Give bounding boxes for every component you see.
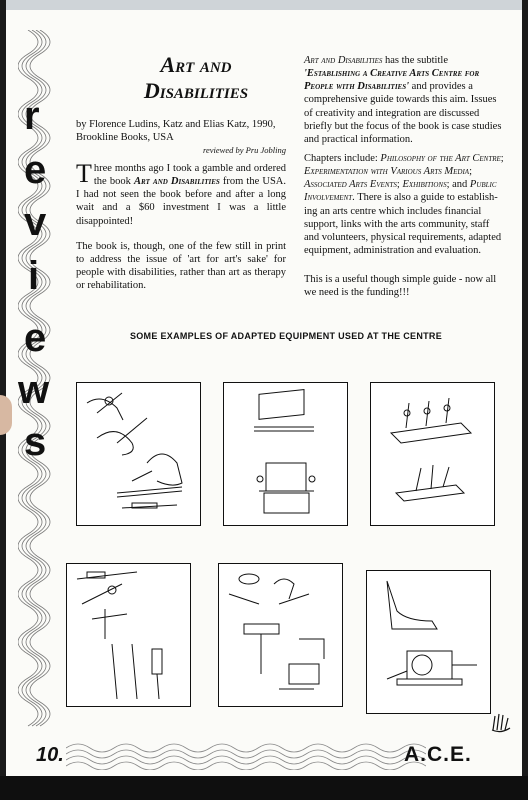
right-p1-text-a: has the subtitle bbox=[382, 55, 448, 66]
illustration-foot-and-press bbox=[366, 570, 491, 714]
foot-press-drawing bbox=[367, 571, 490, 713]
thumb-holding-page bbox=[0, 395, 12, 435]
paragraph-2: The book is, though, one of the few still in print to address the issue of 'art for art's sake' for people with disabilities, rather than art as therapy or rehabilitation. bbox=[76, 241, 286, 292]
para1-book-title: Art and Disabilities bbox=[133, 176, 220, 188]
grips-clamps-drawing bbox=[219, 564, 342, 706]
title-line-2: Disabilities bbox=[143, 78, 249, 104]
sidebar-letter-e2: e bbox=[24, 316, 47, 360]
right-book-title: Art and Disabilities bbox=[304, 55, 383, 66]
illustration-brush-holders bbox=[370, 382, 495, 526]
right-p2-text-b: . There is also a guide to establish-ing an arts centre which includes financial support, links with the arts community, staff and volunteers, physical requirements, adapted equipment, administration and evaluation. bbox=[304, 192, 502, 256]
chapter-5: Public Involvement bbox=[304, 179, 497, 204]
right-p1-text-b: and provides a comprehensive guide towards this aim. Issues of creativity and integration are discussed briefly but the focus of the book is case studies and practical information. bbox=[304, 81, 502, 145]
sidebar-letter-r: r bbox=[24, 94, 40, 138]
figure-caption: SOME EXAMPLES OF ADAPTED EQUIPMENT USED AT THE CENTRE bbox=[129, 331, 443, 341]
chapters-intro: Chapters include: bbox=[304, 153, 381, 164]
hands-logo-icon bbox=[489, 708, 513, 734]
drop-cap: T bbox=[76, 159, 92, 188]
right-paragraph-2: Chapters include: Philosophy of the Art Centre; Experimentation with Various Arts Media; Associated Arts Events; Exhibitions; and Public Involvement. There is also a guide to establish-ing an arts centre which includes financial support, links with the arts community, staff and volunteers, physical requirements, adapted equipment, administration and evaluation. bbox=[304, 153, 504, 256]
chapter-2: Experimentation with Various Arts Media bbox=[304, 166, 470, 178]
book-subtitle: 'Establishing a Creative Arts Centre for People with Disabilities' bbox=[304, 68, 480, 93]
magazine-page bbox=[6, 0, 522, 776]
illustration-easels bbox=[223, 382, 348, 526]
sidebar-letter-v: v bbox=[24, 200, 47, 244]
sidebar-letter-w: w bbox=[18, 368, 50, 412]
chapter-3: Associated Arts Events bbox=[304, 179, 397, 191]
magazine-brand: A.C.E. bbox=[404, 743, 472, 766]
para1-text: hree months ago I took a gamble and ordered the book bbox=[93, 163, 286, 188]
article-title bbox=[102, 52, 290, 105]
para1-end: from the USA. I had not seen the book before and after a long wait and a $60 investment I was a little disappointed! bbox=[76, 176, 286, 227]
illustration-hands-and-tools bbox=[76, 382, 201, 526]
binder-edge bbox=[6, 0, 522, 10]
adapted-pens-drawing bbox=[67, 564, 190, 706]
sidebar-letter-e: e bbox=[24, 148, 47, 192]
illustration-grips-and-clamps bbox=[218, 563, 343, 707]
hands-tools-drawing bbox=[77, 383, 200, 525]
illustration-adapted-pens bbox=[66, 563, 191, 707]
right-paragraph-1 bbox=[304, 54, 506, 146]
title-line-1: Art and bbox=[160, 52, 232, 77]
chapter-4: Exhibitions bbox=[402, 179, 447, 191]
paragraph-1 bbox=[76, 159, 286, 228]
byline: by Florence Ludins, Katz and Elias Katz, 1990, Brookline Books, USA bbox=[76, 119, 276, 144]
sidebar-letter-i: i bbox=[28, 254, 40, 298]
right-paragraph-3: This is a useful though simple guide - now all we need is the funding!!! bbox=[304, 274, 497, 299]
brush-holder-drawing bbox=[371, 383, 494, 525]
footer-wave-decoration bbox=[66, 740, 426, 770]
reviewer-credit: reviewed by Pru Jobling bbox=[202, 145, 286, 155]
easel-drawing bbox=[224, 383, 347, 525]
page-number: 10. bbox=[36, 744, 64, 766]
scan-bottom-edge bbox=[0, 776, 528, 800]
sidebar-letter-s: s bbox=[24, 420, 47, 464]
chapter-1: Philosophy of the Art Centre bbox=[380, 153, 501, 164]
